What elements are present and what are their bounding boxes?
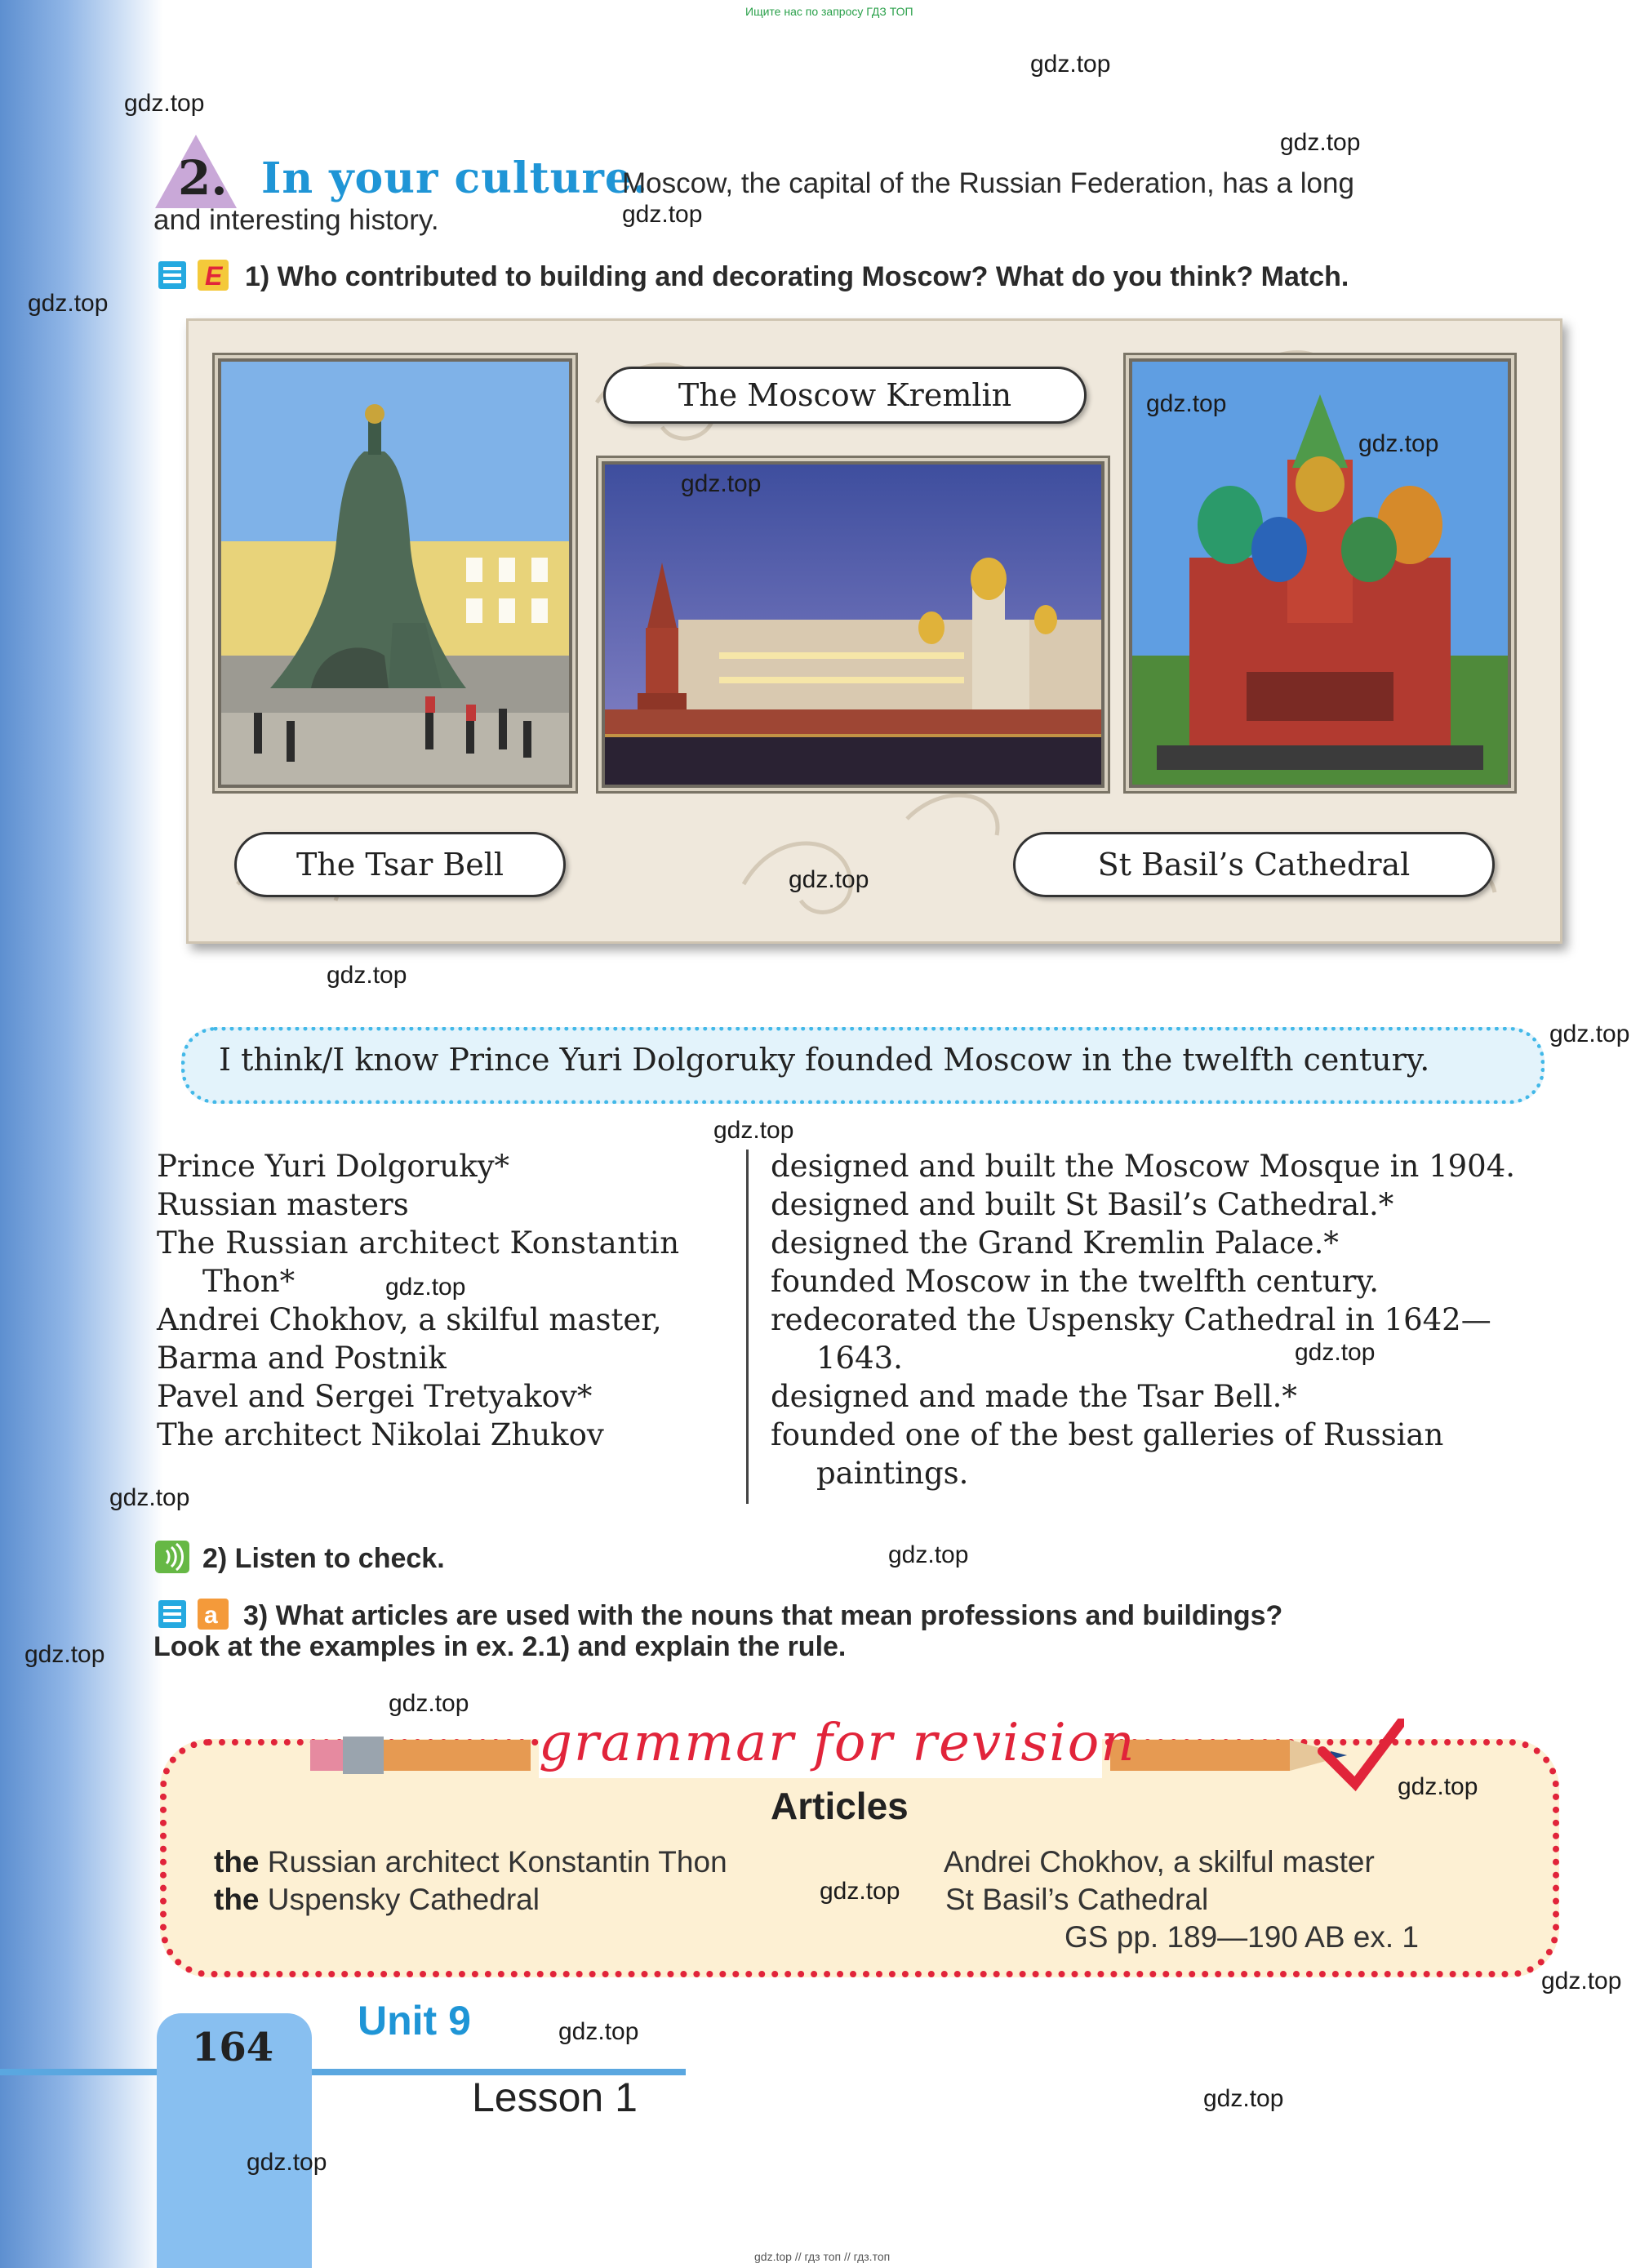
grammar-reference: GS pp. 189—190 AB ex. 1 — [1065, 1920, 1420, 1954]
tsar-bell-image — [221, 362, 569, 785]
st-basils-image — [1132, 362, 1508, 785]
match-left-item: Andrei Chokhov, a skilful master, — [157, 1302, 662, 1337]
grammar-example — [214, 1845, 727, 1879]
watermark: gdz.top — [1280, 129, 1361, 156]
match-left-column — [157, 1147, 680, 1454]
match-left-item: Barma and Postnik — [157, 1341, 447, 1376]
tsar-bell-caption: The Tsar Bell — [234, 832, 566, 897]
listen-audio-icon[interactable] — [155, 1541, 189, 1573]
tsar-bell-photo — [218, 358, 572, 788]
svg-text:E: E — [205, 261, 223, 291]
watermark: gdz.top — [1358, 430, 1439, 457]
match-right-item: 1643. — [816, 1341, 903, 1376]
match-right-item: designed the Grand Kremlin Palace.* — [771, 1225, 1339, 1261]
moscow-kremlin-image — [605, 465, 1101, 785]
watermark: gdz.top — [24, 1641, 105, 1668]
watermark: gdz.top — [1398, 1773, 1478, 1800]
match-left-item: Pavel and Sergei Tretyakov* — [157, 1379, 593, 1414]
list-icon — [158, 1600, 186, 1628]
watermark: gdz.top — [558, 2018, 639, 2045]
watermark: gdz.top — [28, 290, 109, 317]
column-divider — [746, 1150, 749, 1504]
match-right-item: founded Moscow in the twelfth century. — [771, 1264, 1380, 1299]
unit-label: Unit 9 — [358, 1998, 471, 2043]
task2-text: 2) Listen to check. — [202, 1543, 445, 1574]
watermark: gdz.top — [327, 962, 407, 989]
grammar-a-icon — [198, 1599, 229, 1630]
watermark: gdz.top — [789, 866, 869, 893]
match-right-item: paintings. — [816, 1456, 969, 1491]
grammar-example-text: Uspensky Cathedral — [267, 1883, 540, 1916]
match-right-item: redecorated the Uspensky Cathedral in 1642— — [771, 1302, 1491, 1337]
list-icon — [158, 261, 186, 289]
bottom-note: gdz.top // гдз топ // гдз.топ — [754, 2250, 891, 2263]
match-right-column — [771, 1147, 1515, 1492]
watermark: gdz.top — [385, 1274, 466, 1301]
moscow-kremlin-photo — [602, 461, 1105, 788]
watermark: gdz.top — [1541, 1968, 1622, 1995]
top-note: Ищите нас по запросу ГДЗ ТОП — [745, 5, 913, 18]
watermark: gdz.top — [109, 1484, 190, 1511]
grammar-example-text: Russian architect Konstantin Thon — [267, 1845, 727, 1879]
page-left-sidebar — [0, 0, 163, 2268]
match-left-item: Thon* — [202, 1264, 296, 1299]
match-right-item: founded one of the best galleries of Russian — [771, 1417, 1444, 1452]
watermark: gdz.top — [1203, 2085, 1284, 2112]
article-word: the — [214, 1845, 260, 1879]
watermark: gdz.top — [124, 90, 205, 117]
kremlin-caption: The Moscow Kremlin — [603, 367, 1087, 424]
watermark: gdz.top — [888, 1541, 969, 1568]
grammar-subtitle: Articles — [771, 1785, 909, 1827]
svg-text:a: a — [204, 1602, 218, 1629]
st-basils-caption: St Basil’s Cathedral — [1013, 832, 1495, 897]
exercise-intro-line2: and interesting history. — [153, 204, 439, 236]
match-right-item: designed and made the Tsar Bell.* — [771, 1379, 1297, 1414]
match-left-item: Prince Yuri Dolgoruky* — [157, 1149, 510, 1184]
match-left-item: Russian masters — [157, 1187, 409, 1222]
watermark: gdz.top — [820, 1878, 900, 1905]
exercise-intro-line1: Moscow, the capital of the Russian Federation, has a long — [622, 167, 1354, 199]
pencil-e-icon — [198, 260, 229, 291]
watermark: gdz.top — [1030, 51, 1111, 78]
grammar-example-text: Andrei Chokhov, a skilful master — [944, 1845, 1375, 1879]
task3-line2: Look at the examples in ex. 2.1) and explain the rule. — [153, 1631, 847, 1662]
page-number: 164 — [192, 2025, 274, 2070]
photo-panel — [186, 318, 1562, 944]
st-basils-photo — [1129, 358, 1511, 788]
article-word: the — [214, 1883, 260, 1916]
watermark: gdz.top — [1295, 1339, 1376, 1366]
lesson-label: Lesson 1 — [472, 2075, 638, 2120]
exercise-number: 2. — [178, 150, 228, 206]
watermark: gdz.top — [622, 201, 703, 228]
example-sentence: I think/I know Prince Yuri Dolgoruky founded Moscow in the twelfth century. — [219, 1042, 1430, 1078]
match-left-item: The Russian architect Konstantin — [157, 1225, 680, 1261]
match-right-item: designed and built the Moscow Mosque in 1904. — [771, 1149, 1516, 1184]
match-right-item: designed and built St Basil’s Cathedral.* — [771, 1187, 1394, 1222]
grammar-example — [214, 1883, 540, 1917]
watermark: gdz.top — [1549, 1021, 1630, 1047]
grammar-title: grammar for revision — [539, 1713, 1136, 1773]
watermark: gdz.top — [681, 470, 762, 497]
watermark: gdz.top — [1146, 390, 1227, 417]
watermark: gdz.top — [389, 1690, 469, 1717]
exercise-heading: In your culture. — [261, 153, 649, 203]
grammar-example-text: St Basil’s Cathedral — [945, 1883, 1209, 1916]
task3-line1: 3) What articles are used with the nouns that mean professions and buildings? — [243, 1600, 1283, 1631]
watermark: gdz.top — [713, 1117, 794, 1144]
watermark: gdz.top — [247, 2149, 327, 2176]
task1-text: 1) Who contributed to building and decorating Moscow? What do you think? Match. — [245, 261, 1349, 292]
match-left-item: The architect Nikolai Zhukov — [157, 1417, 604, 1452]
